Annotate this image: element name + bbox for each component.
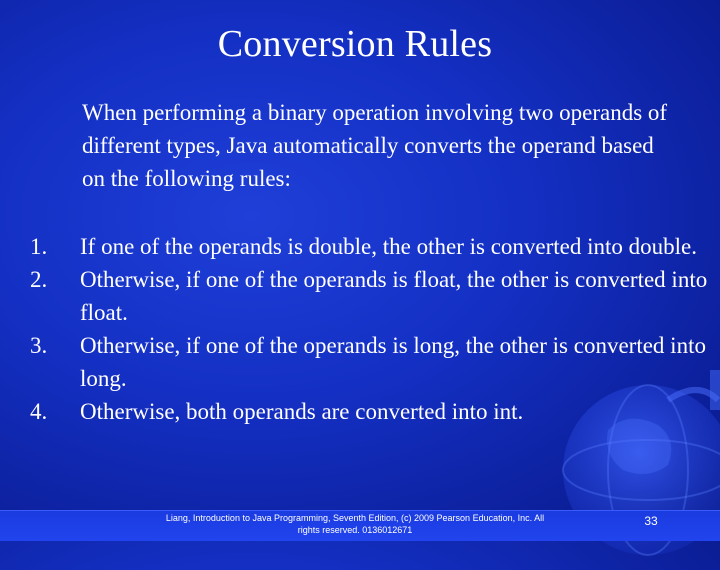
list-item-text: Otherwise, both operands are converted into int.: [80, 399, 524, 424]
intro-paragraph: When performing a binary operation involving two operands of different types, Java automatically converts the operand based on the following rules:: [82, 100, 668, 191]
list-item: [30, 395, 710, 428]
credit-line-1: Liang, Introduction to Java Programming, Seventh Edition, (c) 2009 Pearson Education, Inc. All: [165, 513, 545, 523]
list-item-text: If one of the operands is double, the other is converted into double.: [80, 234, 698, 259]
list-item: [30, 329, 710, 395]
slide-title: Conversion Rules: [217, 23, 493, 65]
list-item-number: 1.: [30, 234, 48, 259]
rules-list: [30, 230, 710, 428]
list-item: [30, 230, 710, 263]
list-item-number: 4.: [30, 399, 48, 424]
list-item-text: Otherwise, if one of the operands is float, the other is converted into float.: [80, 267, 708, 325]
list-item: [30, 263, 710, 329]
page-number: 33: [644, 514, 658, 528]
list-item-number: 2.: [30, 267, 48, 292]
footer-credit: [140, 512, 570, 536]
list-item-text: Otherwise, if one of the operands is long, the other is converted into long.: [80, 333, 706, 391]
list-item-number: 3.: [30, 333, 48, 358]
credit-line-2: rights reserved. 0136012671: [297, 525, 413, 535]
